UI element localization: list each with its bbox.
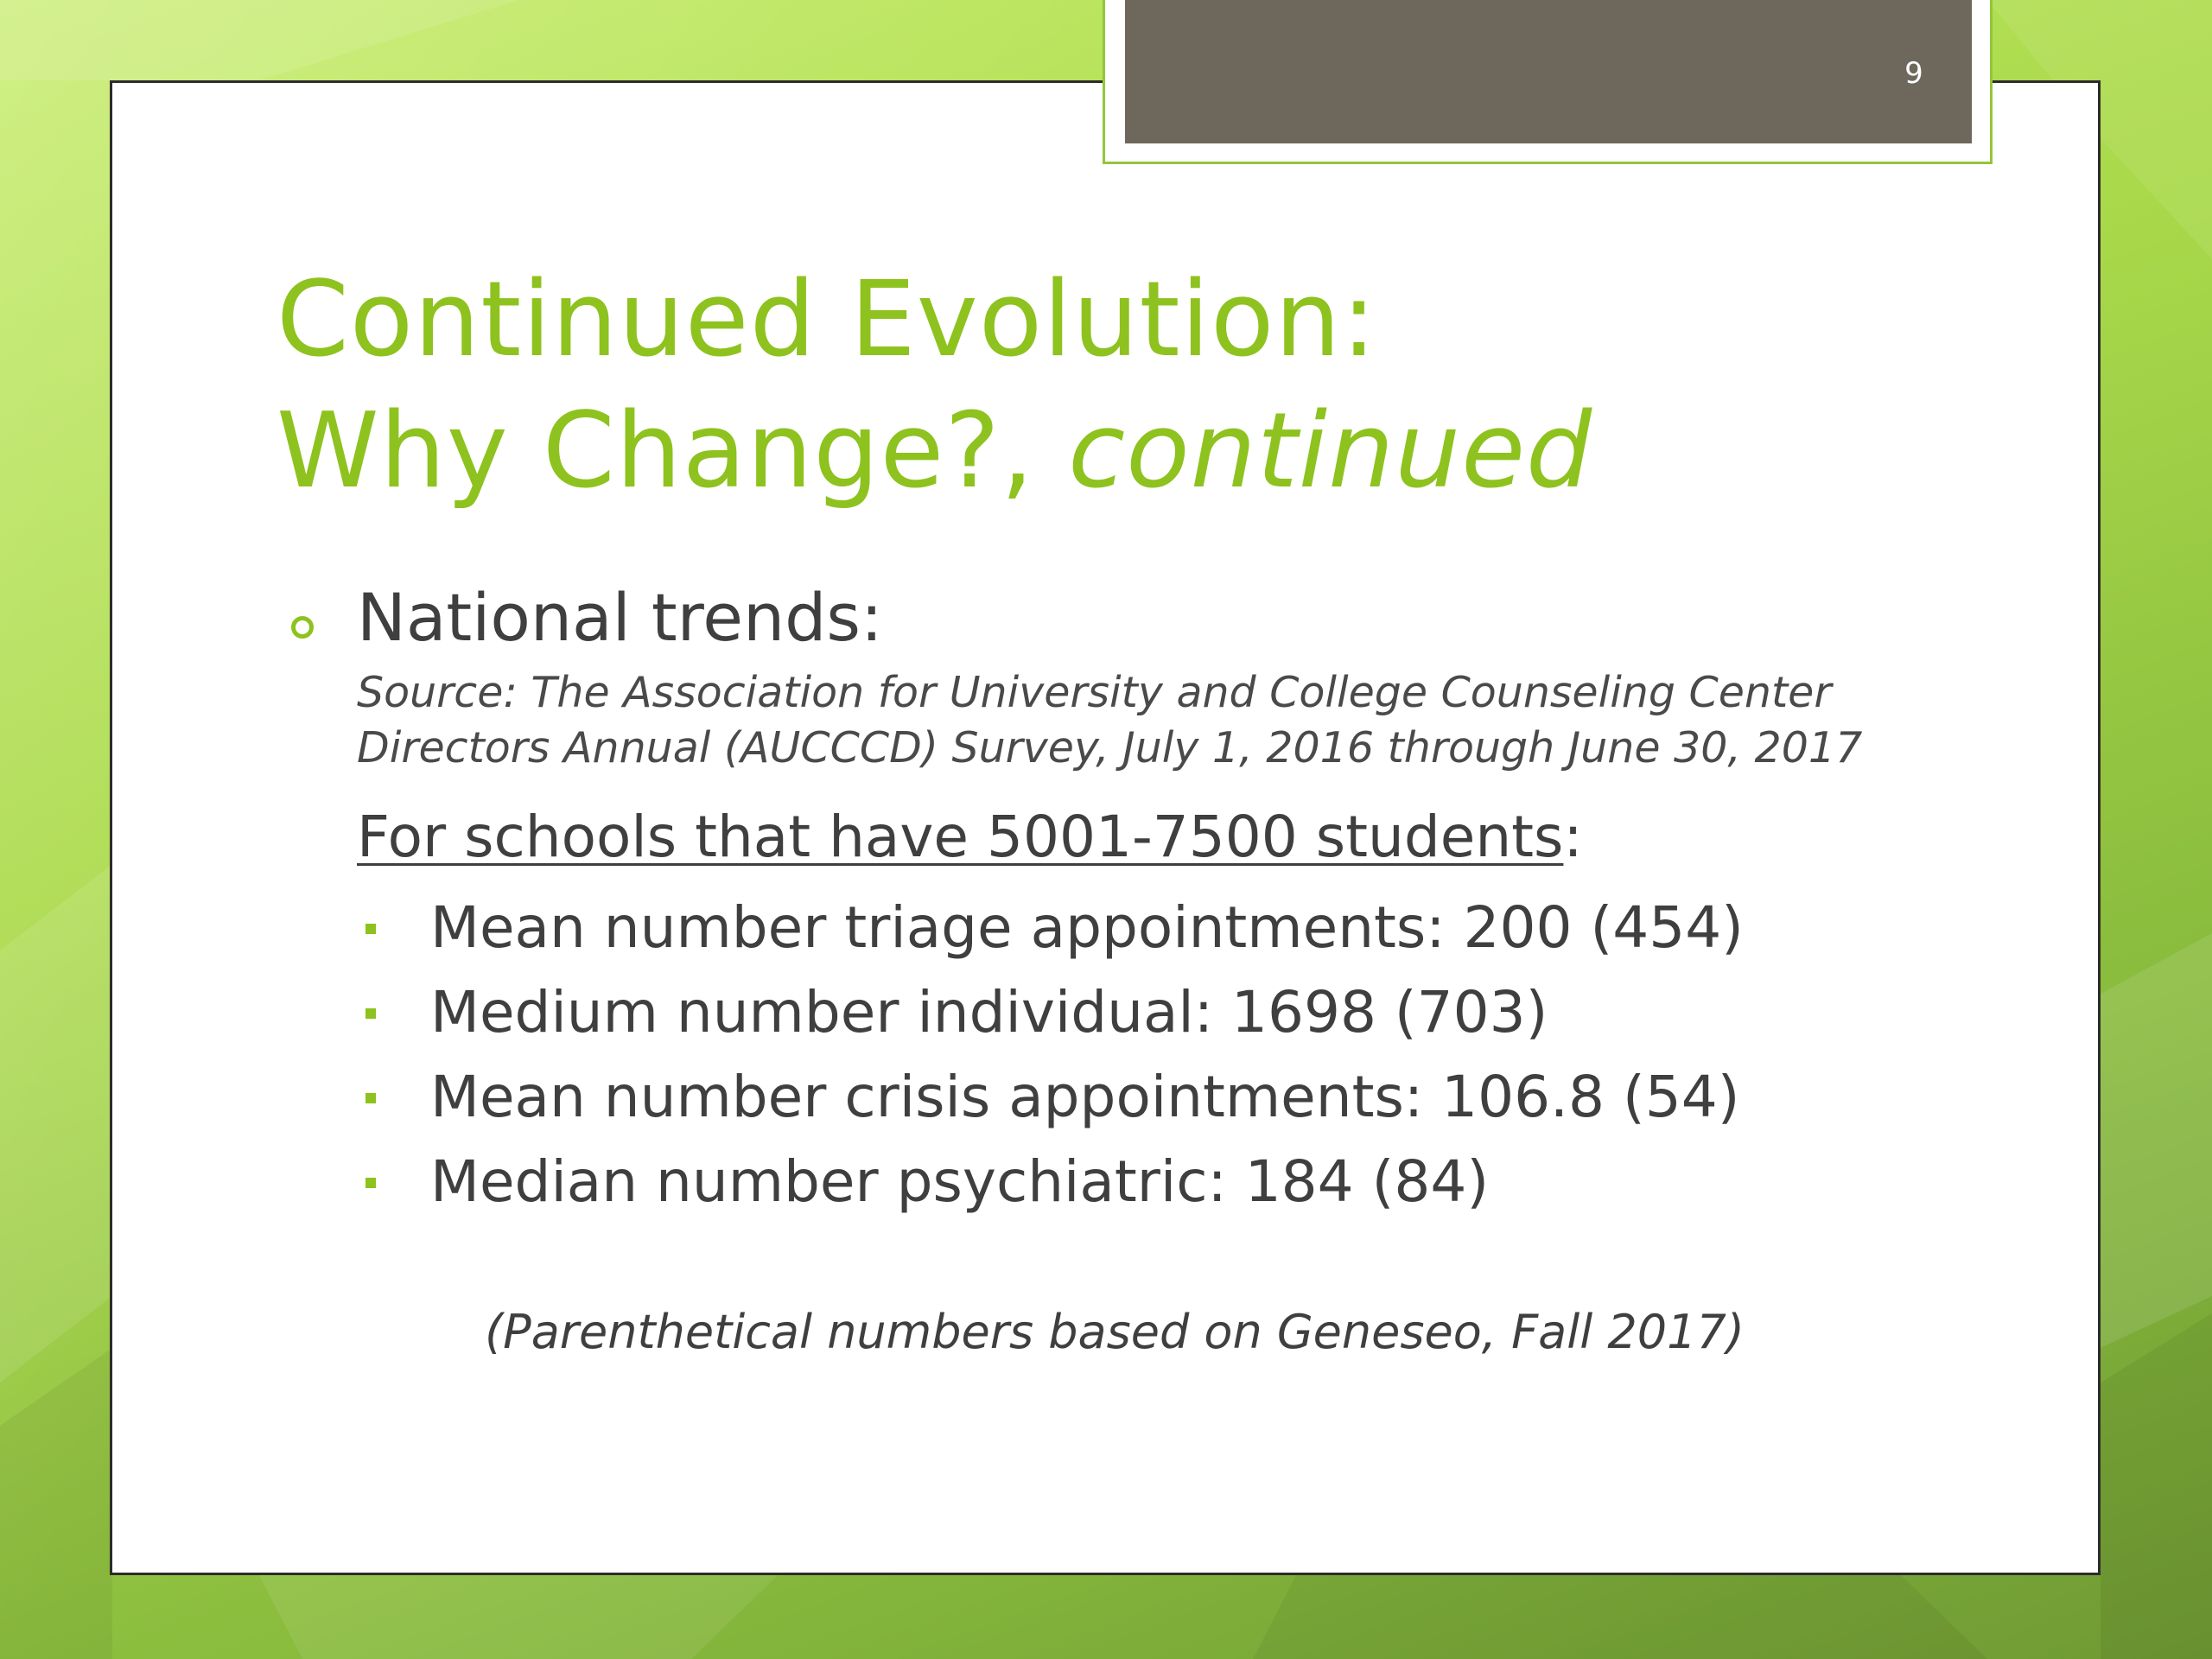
header-block [1125,0,1972,143]
title-line-2-main: Why Change?, [276,391,1069,512]
title-line-2-italic: continued [1068,391,1593,512]
list-item [357,1140,1744,1224]
list-item-text: Mean number triage appointments: 200 (454) [430,894,1744,961]
footnote-text: (Parenthetical numbers based on Geneseo, Fall 2017) [485,1305,1745,1359]
list-item-text: Median number psychiatric: 184 (84) [430,1148,1490,1215]
source-line-2: Directors Annual (AUCCCD) Survey, July 1, 2016 through June 30, 2017 [357,723,1863,772]
source-citation [357,665,1862,776]
sub-bullet-list [357,886,1744,1224]
circle-bullet-icon [291,616,314,639]
title-line-1: Continued Evolution: [276,260,1377,380]
square-bullet-icon [365,1178,376,1188]
schools-label [357,804,1583,870]
list-item-text: Medium number individual: 1698 (703) [430,979,1548,1046]
footnote [0,1305,2212,1359]
page-number: 9 [1904,56,1923,91]
list-item [357,970,1744,1055]
schools-label-colon: : [1563,804,1583,870]
schools-label-text: For schools that have 5001-7500 students [357,804,1564,870]
square-bullet-icon [365,924,376,934]
list-item [357,1055,1744,1140]
bullet-heading: National trends: [357,579,883,656]
list-item [357,886,1744,970]
square-bullet-icon [365,1093,376,1103]
list-item-text: Mean number crisis appointments: 106.8 (54) [430,1064,1740,1130]
title-line-2 [276,386,1592,518]
source-line-1: Source: The Association for University and College Counseling Center [357,668,1832,717]
square-bullet-icon [365,1008,376,1019]
slide-title [276,255,1592,518]
